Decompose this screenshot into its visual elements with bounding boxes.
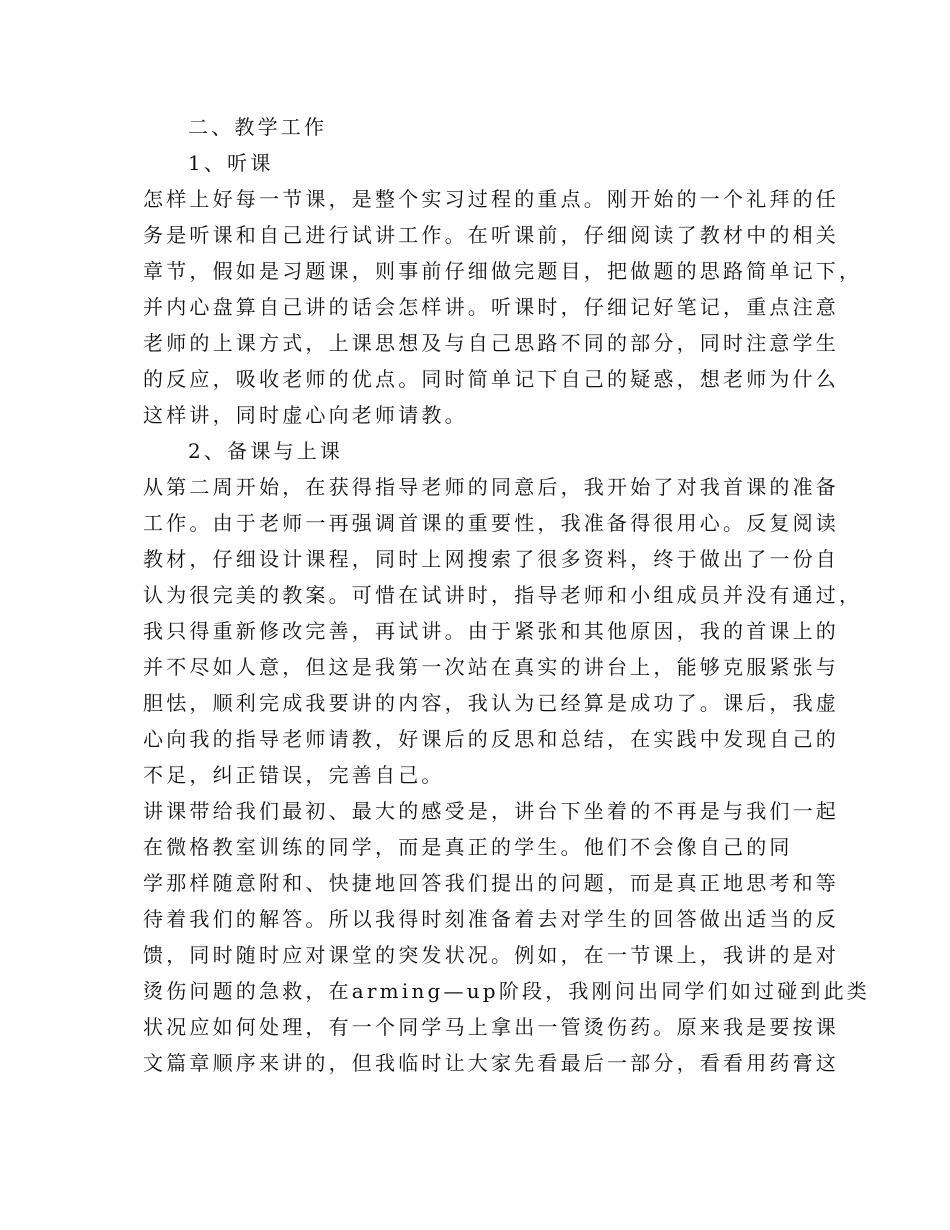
body-text-line: 章节，假如是习题课，则事前仔细做完题目，把做题的思路简单记下， xyxy=(143,259,863,283)
subsection-heading-lesson-prep: 2、备课与上课 xyxy=(188,439,344,463)
body-text-line: 怎样上好每一节课，是整个实习过程的重点。刚开始的一个礼拜的任 xyxy=(143,187,839,211)
subsection-heading-listening: 1、听课 xyxy=(188,151,274,175)
body-text-line: 认为很完美的教案。可惜在试讲时，指导老师和小组成员并没有通过， xyxy=(143,583,863,607)
body-text-line: 馈，同时随时应对课堂的突发状况。例如，在一节课上，我讲的是对 xyxy=(143,943,839,967)
body-text-line: 在微格教室训练的同学，而是真正的学生。他们不会像自己的同 xyxy=(143,835,793,859)
body-text-line: 不足，纠正错误，完善自己。 xyxy=(143,763,445,787)
body-text-line: 我只得重新修改完善，再试讲。由于紧张和其他原因，我的首课上的 xyxy=(143,619,839,643)
body-text-line: 状况应如何处理，有一个同学马上拿出一管烫伤药。原来我是要按课 xyxy=(143,1015,839,1039)
body-text-line: 并不尽如人意，但这是我第一次站在真实的讲台上，能够克服紧张与 xyxy=(143,655,839,679)
body-text-line: 文篇章顺序来讲的，但我临时让大家先看最后一部分，看看用药膏这 xyxy=(143,1051,839,1075)
body-text-line: 讲课带给我们最初、最大的感受是，讲台下坐着的不再是与我们一起 xyxy=(143,799,839,823)
body-text-line: 心向我的指导老师请教，好课后的反思和总结，在实践中发现自己的 xyxy=(143,727,839,751)
body-text-line: 待着我们的解答。所以我得时刻准备着去对学生的回答做出适当的反 xyxy=(143,907,839,931)
body-text-line: 的反应，吸收老师的优点。同时简单记下自己的疑惑，想老师为什么 xyxy=(143,367,839,391)
section-heading: 二、教学工作 xyxy=(188,115,328,139)
body-text-line: 教材，仔细设计课程，同时上网搜索了很多资料，终于做出了一份自 xyxy=(143,547,839,571)
body-text-line: 从第二周开始，在获得指导老师的同意后，我开始了对我首课的准备 xyxy=(143,475,839,499)
body-text-line: 这样讲，同时虚心向老师请教。 xyxy=(143,403,468,427)
body-text-line: 胆怯，顺利完成我要讲的内容，我认为已经算是成功了。课后，我虚 xyxy=(143,691,839,715)
body-text-line: 学那样随意附和、快捷地回答我们提出的问题，而是真正地思考和等 xyxy=(143,871,839,895)
body-text-line: 并内心盘算自己讲的话会怎样讲。听课时，仔细记好笔记，重点注意 xyxy=(143,295,839,319)
body-text-line: 烫伤问题的急救，在arming—up阶段，我刚问出同学们如过碰到此类 xyxy=(143,979,871,1003)
body-text-line: 工作。由于老师一再强调首课的重要性，我准备得很用心。反复阅读 xyxy=(143,511,839,535)
body-text-line: 老师的上课方式，上课思想及与自己思路不同的部分，同时注意学生 xyxy=(143,331,839,355)
body-text-line: 务是听课和自己进行试讲工作。在听课前，仔细阅读了教材中的相关 xyxy=(143,223,839,247)
